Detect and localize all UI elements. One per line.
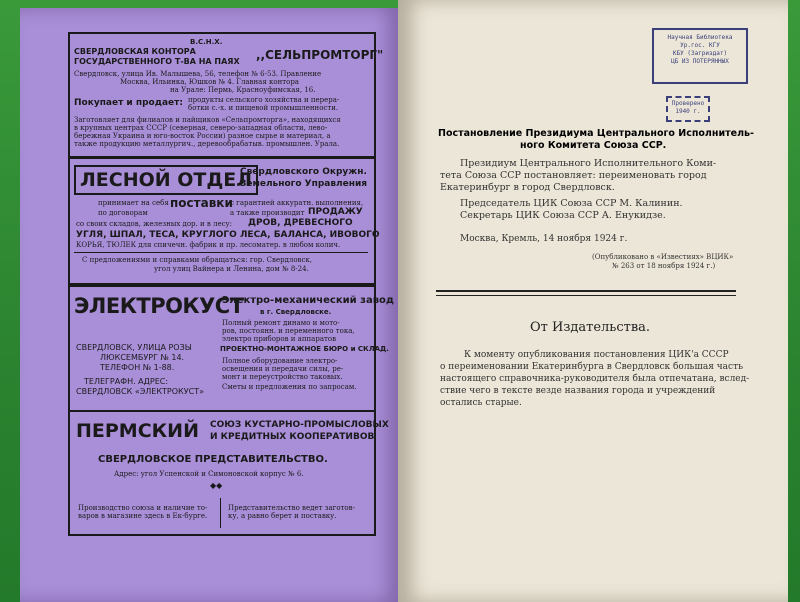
ad-text: С предложениями и справками обращаться: гор. Свердловск, — [82, 256, 312, 264]
ad-text: И КРЕДИТНЫХ КООПЕРАТИВОВ — [210, 432, 375, 442]
ad-text: освещения и передачи силы, ре- — [222, 365, 344, 373]
ad-text: бережная Украина и юго-восток России) разное сырье и материал, а — [74, 132, 331, 140]
ad-text: ЛЮКСЕМБУРГ № 14. — [100, 353, 185, 362]
ad-text: Электро-механический завод — [222, 295, 394, 306]
ad-text: монт и переустройство таковых. — [222, 373, 343, 381]
ad-text: варов в магазине здесь в Ек-бурге. — [78, 512, 208, 520]
publisher-text: ствие чего в тексте везде названия города и учреждений — [440, 386, 716, 396]
ad-text: СВЕРДЛОВСК «ЭЛЕКТРОКУСТ» — [76, 387, 204, 396]
library-stamp — [652, 28, 748, 84]
ad-text: принимает на себя — [98, 199, 169, 207]
ad-title: ПЕРМСКИЙ — [76, 420, 199, 442]
publisher-heading: От Издательства. — [530, 320, 651, 335]
ad-text: ТЕЛЕГРАФН. АДРЕС: — [84, 377, 169, 386]
decree-body: Екатеринбург в город Свердловск. — [440, 182, 615, 193]
stamp-text: Ур.гос. КГУ — [680, 42, 720, 49]
ad-selpromtorg — [68, 32, 384, 158]
decree-place-date: Москва, Кремль, 14 ноября 1924 г. — [460, 234, 628, 244]
ad-text: Свердловского Окружн. — [240, 167, 367, 177]
ad-text: ку, а равно берет и поставку. — [228, 512, 337, 520]
ad-text: со своих складов, железных дор. и в лесу: — [76, 220, 233, 228]
stamp-text: Проверено — [671, 100, 705, 107]
horizontal-rule — [436, 295, 736, 296]
ad-text: СВЕРДЛОВСКАЯ КОНТОРА — [74, 47, 196, 56]
decree-title: ного Комитета Союза ССР. — [520, 140, 667, 151]
decree-signature: Секретарь ЦИК Союза ССР А. Енукидзе. — [460, 210, 666, 221]
ad-text: по договорам — [98, 209, 148, 217]
decree-publication: № 263 от 18 ноября 1924 г.) — [612, 262, 716, 270]
ad-text: Москва, Ильинка, Юшков № 4. Главная контора — [120, 78, 299, 86]
ad-text: поставки — [170, 196, 233, 210]
ad-text: а также производит — [230, 209, 305, 217]
ad-text: Полный ремонт динамо и мото- — [222, 319, 340, 327]
ad-text: с гарантией аккуратн. выполнения, — [230, 199, 364, 207]
ad-title: ЛЕСНОЙ ОТДЕЛ — [74, 165, 258, 195]
decree-body: Президиум Центрального Исполнительного Коми- — [460, 158, 717, 169]
ad-text: В.С.Н.Х. — [190, 38, 223, 46]
ad-permskiy-soyuz — [68, 410, 389, 536]
publisher-text: настоящего справочника-руководителя была отпечатана, вслед- — [440, 374, 750, 384]
ad-title: ЭЛЕКТРОКУСТ — [74, 294, 244, 318]
ad-text: УГЛЯ, ШПАЛ, ТЕСА, КРУГЛОГО ЛЕСА, БАЛАНСА, ИВОВОГО — [76, 230, 380, 240]
ad-text: в крупных центрах СССР (северная, северо-западная области, лево- — [74, 124, 328, 132]
ad-text: ТЕЛЕФОН № 1-88. — [100, 363, 175, 372]
ad-text: ГОСУДАРСТВЕННОГО Т-ВА НА ПАЯХ — [74, 57, 240, 66]
ad-text: ботки с.-х. и пищевой промышленности. — [188, 104, 339, 112]
ad-text: СВЕРДЛОВСКОЕ ПРЕДСТАВИТЕЛЬСТВО. — [98, 454, 328, 465]
ad-text: Адрес: угол Успенской и Симоновской корпус № 6. — [114, 470, 304, 478]
ad-text: электро приборов и аппаратов — [222, 335, 337, 343]
ad-text: ДРОВ, ДРЕВЕСНОГО — [248, 218, 353, 228]
stamp-text: КБУ (Загриздат) — [672, 50, 728, 57]
horizontal-rule — [436, 290, 736, 292]
divider — [74, 252, 368, 253]
ad-text: Производство союза и наличие то- — [78, 504, 208, 512]
ad-text: СВЕРДЛОВСК, УЛИЦА РОЗЫ — [76, 343, 192, 352]
decree-signature: Председатель ЦИК Союза ССР М. Калинин. — [460, 198, 683, 209]
right-page — [398, 0, 788, 602]
decree-body: тета Союза ССР постановляет: переименовать город — [440, 170, 707, 181]
stamp-text: ЦБ ИЗ ПОТЕРЯННЫХ — [671, 58, 729, 65]
ad-text: в г. Свердловске. — [260, 308, 332, 316]
ad-text: угол улиц Вайнера и Ленина, дом № 8-24. — [154, 265, 309, 273]
ad-text: также продукцию металлургич., деревообрабатыв. промышлен. Урала. — [74, 140, 340, 148]
decree-title: Постановление Президиума Центрального Исполнитель- — [438, 128, 754, 139]
ad-text: ров, постоянн. и переменного тока, — [222, 327, 355, 335]
ornament: ◆◆ — [210, 481, 223, 490]
ad-text: ПРОДАЖУ — [308, 207, 363, 217]
ad-text: Земельного Управления — [240, 179, 368, 189]
ad-text: Полное оборудование электро- — [222, 357, 338, 365]
publisher-text: К моменту опубликования постановления ЦИК'а СССР — [464, 350, 729, 360]
ad-text: СОЮЗ КУСТАРНО-ПРОМЫСЛОВЫХ — [210, 420, 389, 430]
ad-text: на Урале: Пермь, Красноуфимская, 16. — [170, 86, 316, 94]
check-stamp — [666, 96, 710, 122]
ad-brand: ,,СЕЛЬПРОМТОРГ" — [256, 48, 384, 62]
ad-text: Покупает и продает: — [74, 98, 183, 108]
ad-elektrokust — [68, 285, 394, 412]
ad-text: Свердловск, улица Ив. Малышева, 56, телефон № 6-53. Правление — [74, 70, 322, 78]
publisher-text: остались старые. — [440, 398, 522, 408]
decree-publication: (Опубликовано в «Известиях» ВЦИК» — [592, 253, 734, 261]
ad-text: ПРОЕКТНО-МОНТАЖНОЕ БЮРО и СКЛАД. — [220, 345, 389, 353]
ad-text: продукты сельского хозяйства и перера- — [188, 96, 340, 104]
ad-text: Заготовляет для филиалов и пайщиков «Сельпромторга», находящихся — [74, 116, 341, 124]
divider — [220, 498, 221, 528]
publisher-text: о переименовании Екатеринбурга в Свердловск большая часть — [440, 362, 743, 372]
ad-text: КОРЬЯ, ТЮЛЕК для спичечн. фабрик и пр. лесоматер. в любом колич. — [76, 241, 341, 249]
ad-text: Представительство ведет заготов- — [228, 504, 355, 512]
stamp-text: 1940 г. — [675, 108, 701, 115]
ad-lesnoy-otdel — [68, 157, 380, 285]
ad-text: Сметы и предложения по запросам. — [222, 383, 357, 391]
stamp-text: Научная Библиотека — [667, 34, 733, 41]
